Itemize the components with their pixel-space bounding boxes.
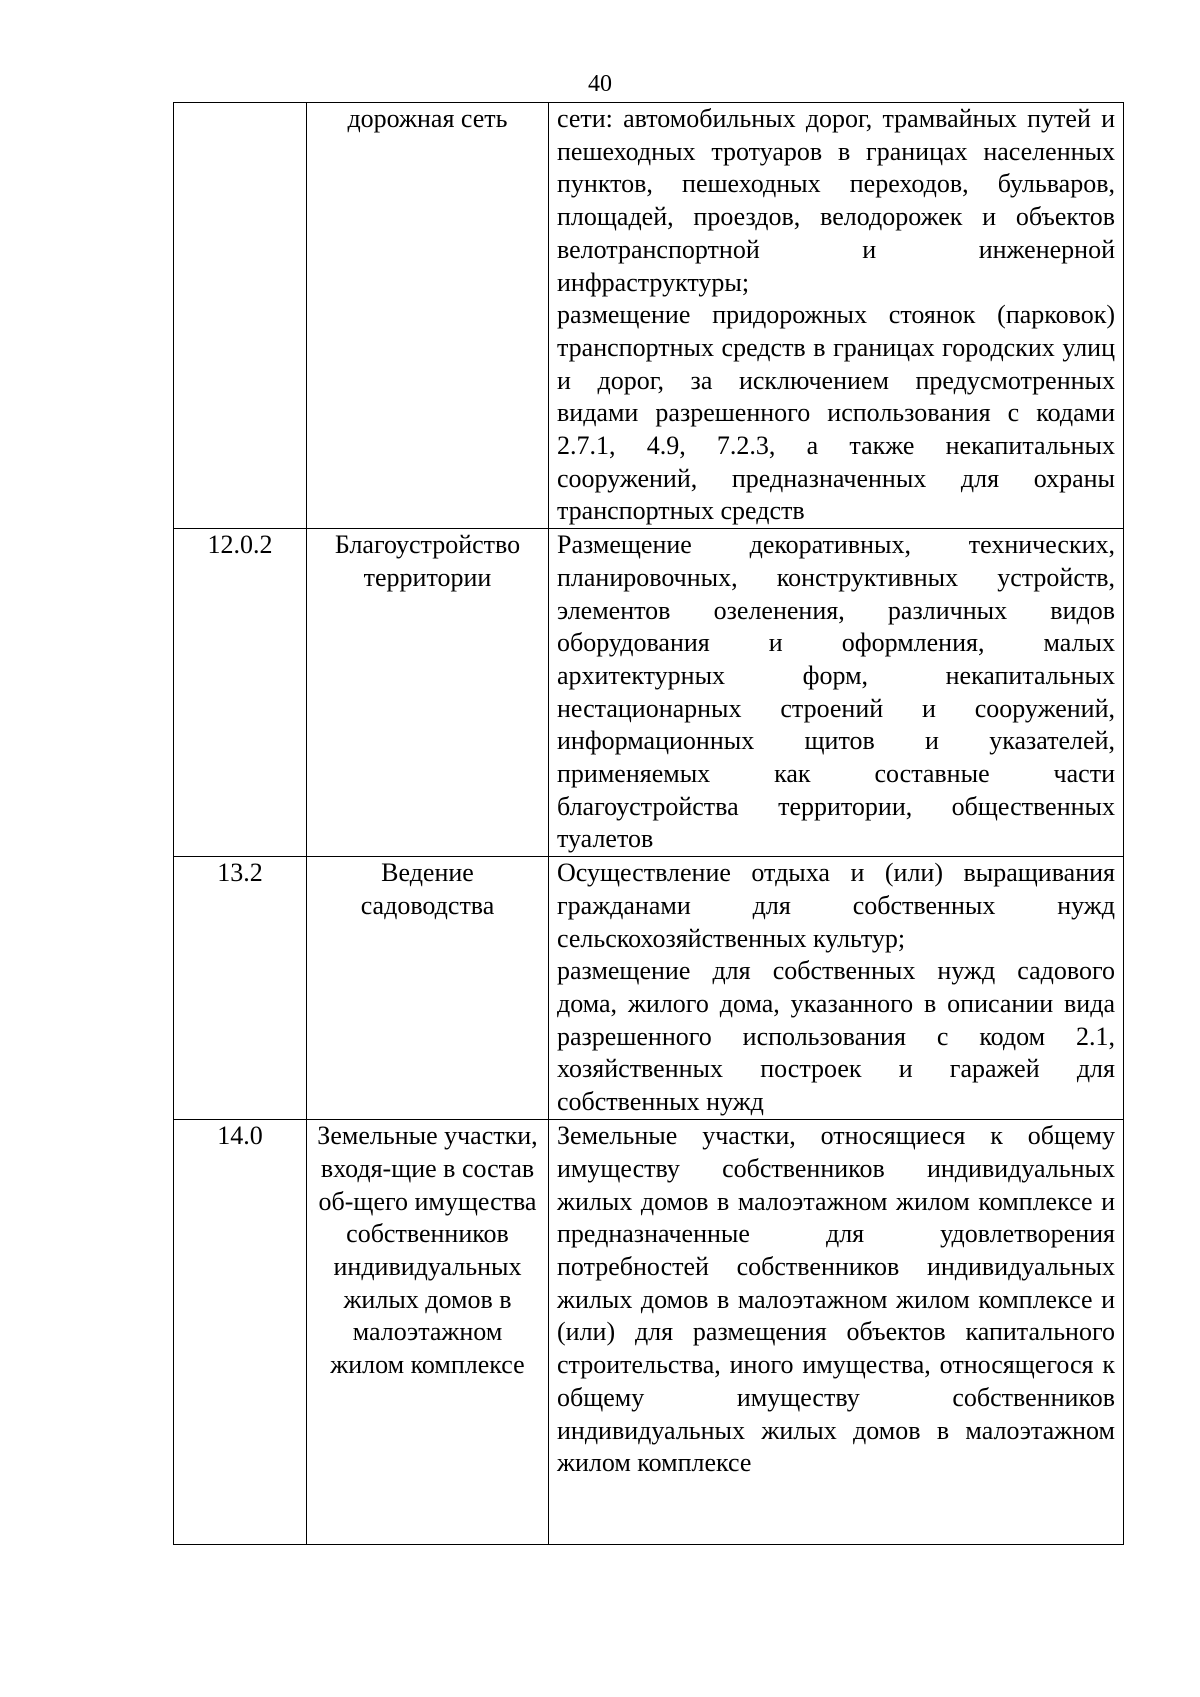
description-paragraph: Осуществление отдыха и (или) выращивания гражданами для собственных нужд сельскохозяйственных культур;	[557, 858, 1115, 953]
table-row	[174, 857, 1124, 1120]
description-paragraph: Земельные участки, относящиеся к общему имуществу собственников индивидуальных жилых домов в малоэтажном жилом комплексе и предназначенные для удовлетворения потребностей собственников индивидуальных жилых домов в малоэтажном жилом комплексе и (или) для размещения объектов капитального строительства, иного имущества, относящегося к общему имуществу собственников индивидуальных жилых домов в малоэтажном жилом комплексе	[557, 1121, 1115, 1478]
land-use-table	[173, 102, 1124, 1545]
description-paragraph: Размещение декоративных, технических, планировочных, конструктивных устройств, элементов озеленения, различных видов оборудования и оформления, малых архитектурных форм, некапитальных нестационарных строений и сооружений, информационных щитов и указателей, применяемых как составные части благоустройства территории, общественных туалетов	[557, 530, 1115, 854]
description-paragraph: размещение для собственных нужд садового дома, жилого дома, указанного в описании вида разрешенного использования с кодом 2.1, хозяйственных построек и гаражей для собственных нужд	[557, 956, 1115, 1117]
row-name: Благоустройство территории	[307, 529, 549, 857]
description-paragraph: сети: автомобильных дорог, трамвайных путей и пешеходных тротуаров в границах населенных пунктов, пешеходных переходов, бульваров, площадей, проездов, велодорожек и объектов велотранспортной и инженерной инфраструктуры;	[557, 104, 1115, 297]
table-row	[174, 529, 1124, 857]
row-code: 14.0	[174, 1120, 307, 1545]
table-row	[174, 1120, 1124, 1545]
row-description	[549, 103, 1124, 529]
row-name: дорожная сеть	[307, 103, 549, 529]
row-description	[549, 529, 1124, 857]
row-description	[549, 857, 1124, 1120]
row-code: 12.0.2	[174, 529, 307, 857]
row-code: 13.2	[174, 857, 307, 1120]
page-number: 40	[588, 71, 612, 97]
row-code	[174, 103, 307, 529]
row-name: Ведение садоводства	[307, 857, 549, 1120]
table-row	[174, 103, 1124, 529]
description-paragraph: размещение придорожных стоянок (парковок) транспортных средств в границах городских улиц и дорог, за исключением предусмотренных видами разрешенного использования с кодами 2.7.1, 4.9, 7.2.3, а также некапитальных сооружений, предназначенных для охраны транспортных средств	[557, 300, 1115, 526]
row-description	[549, 1120, 1124, 1545]
row-name: Земельные участки, входя-щие в состав об-щего имущества собственников индивидуальных жилых домов в малоэтажном жилом комплексе	[307, 1120, 549, 1545]
